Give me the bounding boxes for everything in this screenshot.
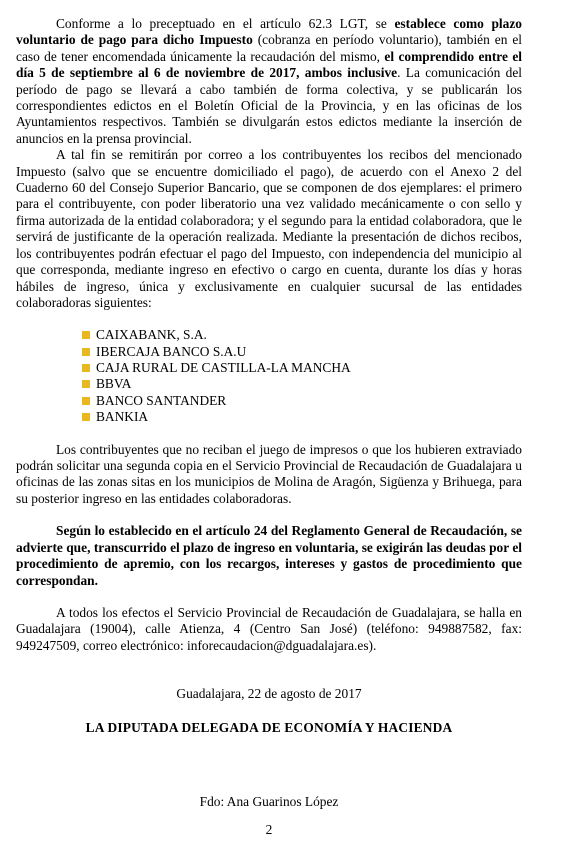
page-number: 2 [265,822,273,837]
list-item [82,344,522,360]
bank-name: BANCO SANTANDER [96,392,227,408]
paragraph-text: (cobranza en período voluntario), también en el caso de tener encomendada únicamente la recaudación del mismo, [16,32,522,64]
bank-name: IBERCAJA BANCO S.A.U [96,343,247,359]
square-bullet-icon [82,364,90,372]
paragraph-enforcement-warning: Según lo establecido en el artículo 24 del Reglamento General de Recaudación, se advierte que, transcurrido el plazo de ingreso en voluntaria, se exigirán las deudas por el procedimiento de apremio, con los recargos, intereses y gastos de procedimiento que correspondan. [16,523,522,588]
square-bullet-icon [82,348,90,356]
signer-title: LA DIPUTADA DELEGADA DE ECONOMÍA Y HACIENDA [85,719,453,735]
square-bullet-icon [82,397,90,405]
list-item [82,393,522,409]
square-bullet-icon [82,380,90,388]
paragraph-bold-text: el comprendido entre el día 5 de septiembre al 6 de noviembre de 2017, ambos inclusive [16,48,522,81]
paragraph-receipts: A tal fin se remitirán por correo a los contribuyentes los recibos del mencionado Impuesto (salvo que se encuentre domiciliado el pago), de acuerdo con el Anexo 2 del Cuaderno 60 del Consejo Superior Bancario, que se componen de dos ejemplares: el primero para el contribuyente, con poder liberatorio una vez validado mecánicamente o con sello y firma autorizada de la entidad colaboradora; y el segundo para la entidad colaboradora, que le servirá de justificante de la operación realizada. Mediante la presentación de dichos recibos, los contribuyentes podrán efectuar el pago del Impuesto, con independencia del municipio al que corresponda, mediante ingreso en efectivo o cargo en cuenta, durante los días y horas hábiles de ingreso, única y exclusivamente en cualquier sucursal de las entidades colaboradoras siguientes: [16,147,522,310]
paragraph-bold-text: establece como plazo voluntario de pago para dicho Impuesto [16,16,522,48]
bank-name: CAJA RURAL DE CASTILLA-LA MANCHA [96,360,351,376]
paragraph-second-copy: Los contribuyentes que no reciban el juego de impresos o que los hubieren extraviado podrán solicitar una segunda copia en el Servicio Provincial de Recaudación de Guadalajara u oficinas de las zonas sitas en los municipios de Molina de Aragón, Sigüenza y Brihuega, para su posterior ingreso en las entidades colaboradoras. [16,441,522,506]
signature-line: Fdo: Ana Guarinos López [199,794,339,809]
paragraph-text: . La comunicación del período de pago se llevará a cabo también de forma colectiva, y se publicarán los correspondientes edictos en el Boletín Oficial de la Provincia, y en las oficinas de los Ayuntamientos respectivos. También se divulgarán estos edictos mediante la inserción de anuncios en la prensa provincial. [16,65,522,146]
square-bullet-icon [82,413,90,421]
bank-list [16,327,522,425]
paragraph-text: Conforme a lo preceptuado en el artículo 62.3 LGT, se [56,16,395,31]
bank-name: BANKIA [96,409,149,425]
place-and-date: Guadalajara, 22 de agosto de 2017 [176,686,362,702]
list-item [82,327,522,343]
paragraph-payment-period [16,16,522,147]
bank-name: CAIXABANK, S.A. [96,327,207,343]
paragraph-office-contact: A todos los efectos el Servicio Provincial de Recaudación de Guadalajara, se halla en Guadalajara (19004), calle Atienza, 4 (Centro San José) (teléfono: 949887582, fax: 949247509, correo electrónico: inforecaudacion@dguadalajara.es). [16,604,522,653]
bank-name: BBVA [96,376,132,392]
list-item [82,360,522,376]
list-item [82,409,522,425]
list-item [82,376,522,392]
document-page [16,16,522,837]
square-bullet-icon [82,331,90,339]
